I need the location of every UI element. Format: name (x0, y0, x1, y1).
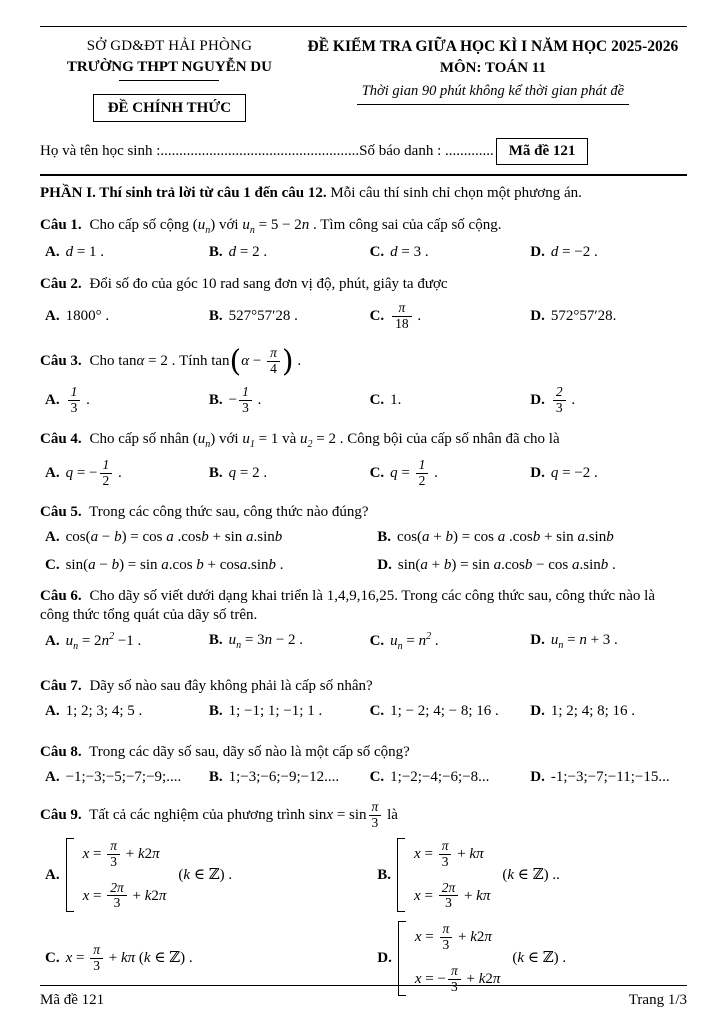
question-2-option-C (370, 300, 527, 333)
top-rule (40, 26, 687, 27)
question-3-text: Câu 3. Cho tanα = 2 . Tính tan(α − $\frac{\pi}{4}$ ) . (40, 344, 302, 380)
question-label: Câu 1. (40, 216, 82, 233)
question-9-text: Câu 9. Tất cả các nghiệm của phương trình sinx = sin $\frac{\pi}{3}$ là (40, 799, 398, 831)
fraction: $\frac{\pi}{3}$ (90, 943, 103, 974)
cases-suffix: (k ∈ ℤ) .. (502, 866, 560, 883)
question-8-option-A (45, 768, 205, 787)
question-6-option-D (530, 631, 687, 653)
question-label: Câu 9. (40, 807, 82, 824)
footer-page-number: Trang 1/3 (628, 992, 687, 1009)
question-6-option-B (209, 631, 366, 653)
fraction: $\frac{\pi}{18}$ (392, 301, 412, 332)
question-5 (40, 503, 687, 574)
question-label: Câu 4. (40, 430, 82, 447)
option-text: 572°57′28. (550, 307, 617, 324)
footer-exam-code: Mã đề 121 (40, 992, 105, 1009)
part1-heading-bold: PHẦN I. Thí sinh trả lời từ câu 1 đến câu 12. (40, 185, 327, 201)
option-letter: B. (208, 703, 223, 719)
option-text: cos(a − b) = cos a .cosb + sin a.sinb (65, 528, 283, 545)
question-label: Câu 7. (40, 678, 82, 695)
question-1-option-D (530, 243, 687, 262)
fraction: $\frac{\pi}{3}$ (107, 839, 120, 870)
option-letter: B. (208, 391, 223, 408)
page-footer (40, 985, 687, 1010)
question-7-option-D (530, 702, 687, 721)
question-2-option-D (530, 307, 687, 326)
option-letter: B. (208, 465, 223, 482)
fraction: $\frac{1}{3}$ (239, 385, 252, 416)
exam-header (40, 37, 687, 122)
question-3 (40, 345, 687, 416)
option-text: d = 1 . (65, 244, 105, 261)
part1-heading-normal: Mỗi câu thí sinh chỉ chọn một phương án. (326, 185, 582, 201)
question-1-text: Câu 1. Cho cấp số cộng $(u_n)$ với $u_n = 5 - 2n$ . Tìm công sai của cấp số cộng. (40, 216, 502, 236)
fraction: $\frac{\pi}{4}$ (267, 346, 280, 377)
option-text: 1;−2;−4;−6;−8... (390, 768, 490, 785)
student-id-field: Số báo danh : ............. (359, 143, 494, 160)
option-text: x = $\frac{\pi}{3}$ + kπ (k ∈ ℤ) . (65, 942, 193, 973)
cases-bracket-icon (397, 838, 405, 912)
question-1 (40, 216, 687, 262)
official-exam-box: ĐỀ CHÍNH THỨC (93, 94, 246, 123)
option-text: q = −2 . (550, 465, 598, 482)
option-text: -1;−3;−7;−11;−15... (550, 768, 670, 785)
question-label: Câu 3. (40, 353, 82, 370)
option-text: 1;−3;−6;−9;−12.... (228, 768, 340, 785)
question-7-option-C (370, 702, 527, 721)
question-6-option-C (370, 631, 527, 654)
option-letter: C. (45, 949, 60, 966)
option-text: 1; 2; 4; 8; 16 . (550, 703, 636, 719)
question-9 (40, 799, 687, 995)
question-4-option-D (530, 464, 687, 483)
header-left (40, 37, 299, 122)
question-4-options (40, 457, 687, 490)
option-text: 1. (390, 392, 402, 409)
option-text: q = 2 . (228, 465, 268, 482)
question-6-options (40, 631, 687, 654)
question-2 (40, 275, 687, 332)
option-letter: B. (208, 768, 223, 785)
option-text: $\frac{2}{3}$ . (551, 392, 575, 408)
option-letter: C. (369, 392, 385, 409)
option-letter: D. (530, 465, 545, 482)
option-letter: A. (45, 703, 60, 719)
option-text: $\frac{\pi}{18}$ . (390, 308, 421, 324)
question-6-option-A (45, 631, 205, 654)
option-text: 1800° . (65, 307, 110, 324)
question-1-option-C (370, 243, 527, 262)
question-5-option-A (45, 528, 373, 547)
header-right (299, 37, 687, 122)
question-5-options (40, 528, 687, 575)
cases-group (66, 838, 167, 912)
option-letter: B. (208, 307, 223, 324)
big-paren-close: ) (281, 344, 294, 380)
question-1-options (40, 243, 687, 262)
option-text: 527°57′28 . (228, 307, 298, 324)
school-name: TRƯỜNG THPT NGUYỄN DU (66, 58, 272, 75)
fraction: $\frac{\pi}{3}$ (440, 922, 453, 953)
option-letter: B. (208, 244, 223, 261)
question-2-option-A (45, 307, 205, 326)
cases-suffix: (k ∈ ℤ) . (512, 950, 567, 967)
case-line: x = $\frac{2\pi}{3}$ + kπ (414, 879, 491, 911)
option-letter: A. (45, 632, 60, 649)
option-letter: C. (45, 556, 60, 573)
option-letter: D. (377, 556, 392, 573)
option-text: $u_n = n + 3$ . (550, 632, 618, 652)
option-letter: D. (530, 768, 545, 785)
option-letter: A. (45, 866, 60, 883)
big-paren-open: ( (229, 344, 242, 380)
question-6 (40, 587, 687, 653)
fraction: $\frac{2}{3}$ (553, 385, 566, 416)
option-letter: C. (369, 244, 385, 261)
question-7-text: Câu 7. Dãy số nào sau đây không phải là cấp số nhân? (40, 678, 373, 695)
fraction: $\frac{1}{2}$ (416, 458, 429, 489)
option-text: d = 2 . (228, 244, 268, 261)
option-text: − $\frac{1}{3}$ . (228, 384, 262, 415)
question-6-text: Câu 6. Cho dãy số viết dưới dạng khai triển là 1,4,9,16,25. Trong các công thức sau, công thức nào là công thức tổng quát của dãy số trên. (40, 588, 655, 623)
option-text: $u_n = 2n^2 -1$ . (65, 630, 142, 652)
fraction: $\frac{\pi}{3}$ (448, 964, 461, 995)
fraction: $\frac{1}{3}$ (68, 385, 81, 416)
option-letter: C. (369, 768, 385, 785)
question-8 (40, 743, 687, 787)
cases-suffix: (k ∈ ℤ) . (178, 866, 233, 883)
fraction: $\frac{1}{2}$ (100, 458, 113, 489)
option-text: q = − $\frac{1}{2}$ . (65, 457, 122, 489)
question-1-option-A (45, 243, 205, 262)
fraction: $\frac{\pi}{3}$ (369, 800, 382, 831)
fraction: $\frac{2\pi}{3}$ (439, 881, 459, 912)
option-text: sin(a + b) = sin a.cosb − cos a.sinb . (397, 556, 616, 573)
option-letter: D. (530, 244, 545, 261)
option-letter: A. (45, 244, 60, 261)
option-text: −1;−3;−5;−7;−9;.... (65, 768, 182, 785)
fraction: $\frac{\pi}{3}$ (439, 839, 452, 870)
option-text: sin(a − b) = sin a.cos b + cosa.sinb . (65, 556, 284, 573)
question-label: Câu 2. (40, 276, 82, 292)
question-4-text: Câu 4. Cho cấp số nhân $(u_n)$ với $u_1 = 1$ và $u_2 = 2$ . Công bội của cấp số nhân đã cho là (40, 430, 560, 450)
question-5-option-D (377, 556, 687, 575)
case-line: x = $\frac{\pi}{3}$ + k2π (82, 837, 160, 869)
case-line: x = $\frac{2\pi}{3}$ + k2π (82, 879, 167, 911)
question-8-option-C (370, 768, 527, 787)
case-line: x = $\frac{\pi}{3}$ + k2π (414, 921, 492, 953)
question-5-option-C (45, 556, 373, 575)
case-line: x = − $\frac{\pi}{3}$ + k2π (414, 963, 501, 994)
question-4 (40, 430, 687, 490)
question-8-option-B (209, 768, 366, 787)
section-divider (40, 174, 687, 176)
question-5-option-B (377, 528, 687, 547)
option-letter: A. (45, 528, 60, 545)
option-letter: A. (45, 391, 60, 408)
question-1-option-B (209, 243, 366, 262)
question-label: Câu 8. (40, 743, 82, 760)
option-letter: D. (530, 632, 545, 649)
exam-code-box: Mã đề 121 (496, 138, 589, 165)
option-text: cos(a + b) = cos a .cosb + sin a.sinb (397, 528, 614, 545)
option-letter: A. (45, 768, 60, 785)
question-7-option-A (45, 702, 205, 721)
question-9-option-A (45, 838, 373, 912)
option-text: 1; − 2; 4; − 8; 16 . (390, 703, 499, 719)
exam-subject: MÔN: TOÁN 11 (439, 60, 546, 77)
question-7 (40, 677, 687, 721)
question-9-option-B (377, 838, 687, 912)
question-label: Câu 6. (40, 588, 82, 605)
cases-group (397, 838, 490, 912)
option-letter: C. (369, 465, 385, 482)
option-letter: D. (530, 307, 545, 324)
option-text: $\frac{1}{3}$ . (66, 392, 90, 408)
questions-list (40, 216, 687, 996)
option-letter: C. (369, 703, 385, 719)
question-label: Câu 5. (40, 504, 82, 520)
duration-underline (357, 104, 629, 105)
exam-title: ĐỀ KIỂM TRA GIỮA HỌC KÌ I NĂM HỌC 2025-2026 (307, 38, 679, 55)
question-8-text: Câu 8. Trong các dãy số sau, dãy số nào là một cấp số cộng? (40, 743, 410, 760)
option-letter: A. (45, 465, 60, 482)
case-line: x = $\frac{\pi}{3}$ + kπ (414, 837, 484, 869)
student-info-row (40, 138, 687, 165)
student-name-field: Họ và tên học sinh :..................................................... (40, 143, 360, 160)
question-3-option-B (209, 384, 366, 417)
question-2-option-B (209, 307, 366, 326)
question-7-options (40, 702, 687, 721)
question-3-options (40, 384, 687, 417)
option-letter: D. (377, 950, 392, 967)
question-8-options (40, 768, 687, 787)
department-name: SỞ GD&ĐT HẢI PHÒNG (86, 38, 253, 54)
school-name-underline (119, 80, 219, 81)
question-4-option-B (209, 464, 366, 483)
option-text: q = $\frac{1}{2}$ . (390, 457, 438, 489)
question-5-text: Câu 5. Trong các công thức sau, công thức nào đúng? (40, 504, 369, 520)
fraction: $\frac{2\pi}{3}$ (107, 881, 127, 912)
option-letter: D. (530, 391, 545, 408)
option-letter: C. (369, 307, 385, 324)
option-letter: B. (377, 866, 392, 883)
question-8-option-D (530, 768, 687, 787)
option-text: d = 3 . (390, 244, 429, 261)
part1-heading (40, 184, 687, 203)
question-3-option-A (45, 384, 205, 417)
option-letter: B. (208, 632, 223, 649)
question-4-option-A (45, 457, 205, 490)
question-2-text: Câu 2. Đổi số đo của góc 10 rad sang đơn vị độ, phút, giây ta được (40, 276, 448, 292)
option-text: d = −2 . (550, 244, 598, 261)
option-text: 1; 2; 3; 4; 5 . (65, 703, 143, 719)
question-9-options (40, 838, 687, 996)
question-2-options (40, 300, 687, 333)
option-letter: C. (369, 632, 385, 649)
option-letter: B. (377, 528, 392, 545)
question-3-option-D (530, 384, 687, 417)
question-7-option-B (209, 702, 366, 721)
exam-duration: Thời gian 90 phút không kể thời gian phát đề (361, 83, 625, 100)
option-text: $u_n = n^2$ . (390, 630, 439, 652)
option-letter: D. (530, 703, 545, 719)
question-9-option-C (45, 942, 373, 975)
question-4-option-C (370, 457, 527, 490)
cases-bracket-icon (66, 838, 74, 912)
option-text: 1; −1; 1; −1; 1 . (228, 703, 323, 719)
option-text: $u_n = 3n - 2$ . (228, 632, 304, 652)
option-letter: A. (45, 307, 60, 324)
question-3-option-C (370, 391, 527, 410)
